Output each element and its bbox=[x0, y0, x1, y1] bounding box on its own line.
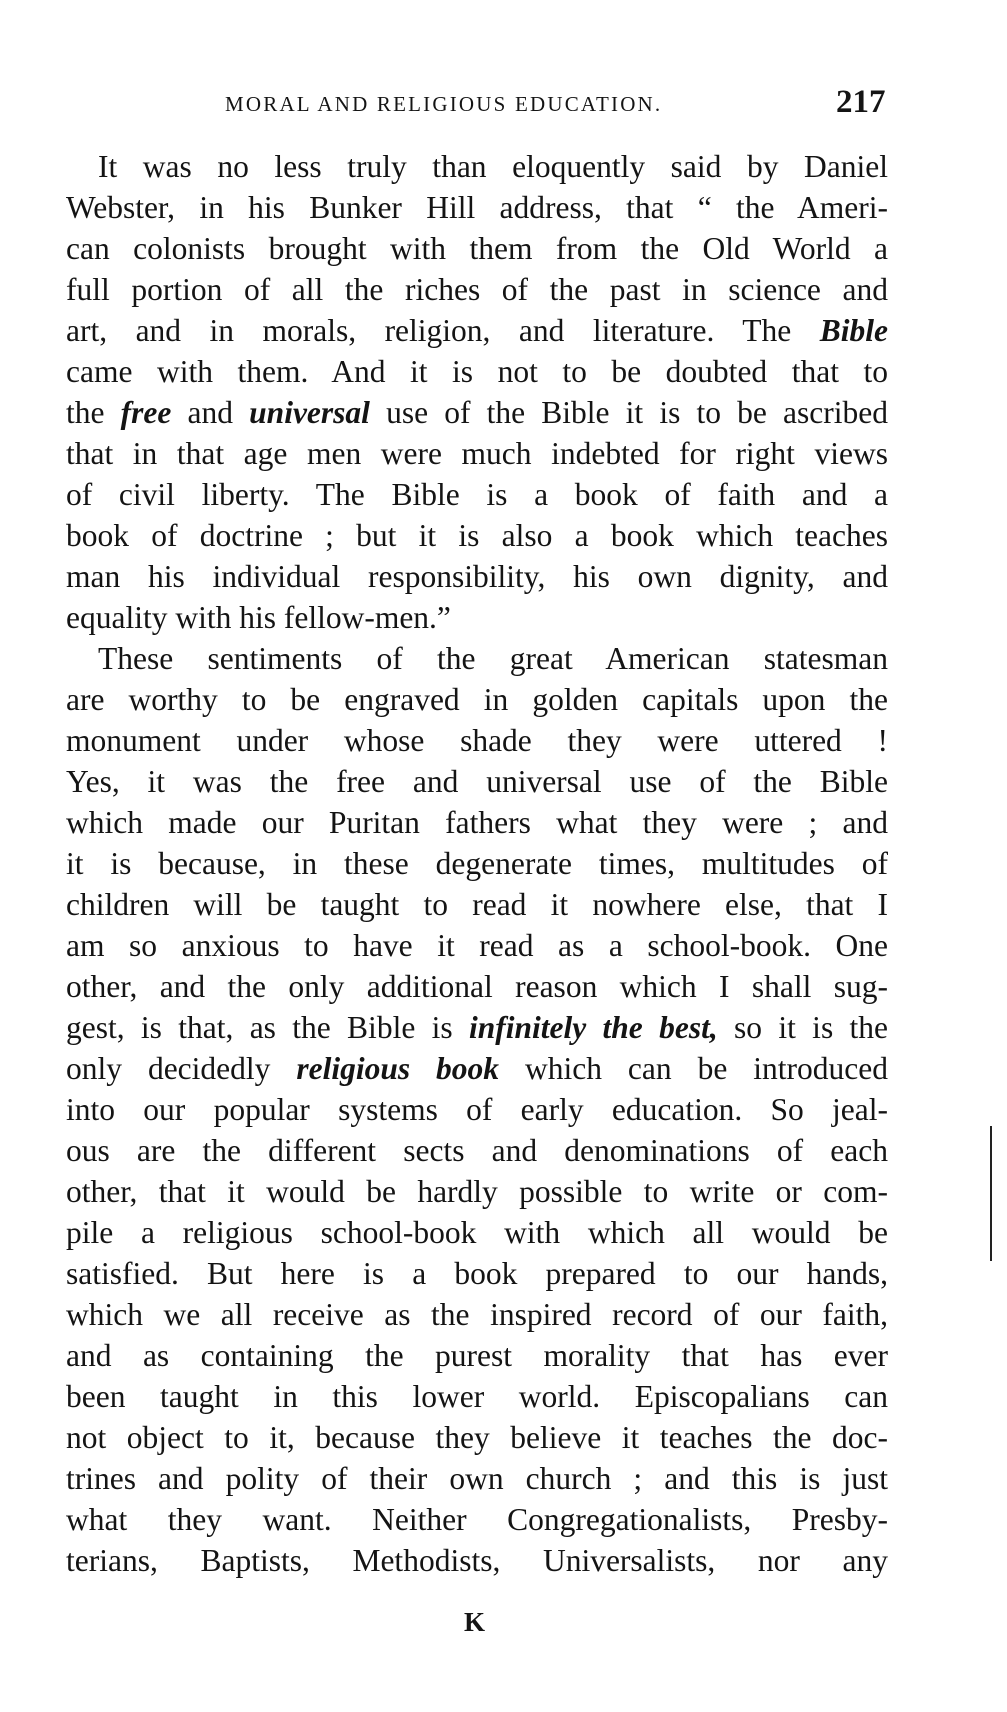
line-text: which made our Puritan fathers what they were ; and bbox=[66, 805, 888, 840]
text-line bbox=[66, 1212, 888, 1253]
text-line bbox=[66, 843, 888, 884]
line-text: satisfied. But here is a book prepared to our hands, bbox=[66, 1256, 888, 1291]
paragraph-1 bbox=[66, 146, 888, 638]
text-line bbox=[66, 1417, 888, 1458]
line-text: terians, Baptists, Methodists, Universalists, nor any bbox=[66, 1543, 888, 1578]
line-text: of civil liberty. The Bible is a book of faith and a bbox=[66, 477, 888, 512]
paragraph-2 bbox=[66, 638, 888, 1581]
line-text: It was no less truly than eloquently said by Daniel bbox=[98, 149, 888, 184]
text-line bbox=[66, 187, 888, 228]
text-line bbox=[66, 515, 888, 556]
text-line bbox=[66, 1089, 888, 1130]
line-text: ous are the different sects and denominations of each bbox=[66, 1133, 888, 1168]
text-line bbox=[66, 351, 888, 392]
text-line bbox=[66, 228, 888, 269]
line-text: the bbox=[66, 395, 121, 430]
line-text: that in that age men were much indebted for right views bbox=[66, 436, 888, 471]
text-line bbox=[66, 802, 888, 843]
text-line bbox=[66, 1376, 888, 1417]
line-text: which can be introduced bbox=[499, 1051, 888, 1086]
line-text: only decidedly bbox=[66, 1051, 297, 1086]
margin-mark bbox=[990, 1126, 992, 1261]
text-line bbox=[66, 720, 888, 761]
text-line bbox=[66, 1335, 888, 1376]
text-line bbox=[66, 679, 888, 720]
line-text: can colonists brought with them from the Old World a bbox=[66, 231, 888, 266]
line-text: pile a religious school-book with which all would be bbox=[66, 1215, 888, 1250]
text-line bbox=[66, 1499, 888, 1540]
line-text: are worthy to be engraved in golden capitals upon the bbox=[66, 682, 888, 717]
text-line bbox=[66, 433, 888, 474]
line-text: other, and the only additional reason which I shall sug- bbox=[66, 969, 888, 1004]
line-text: and bbox=[171, 395, 250, 430]
page-number: 217 bbox=[836, 84, 886, 120]
emphasis-text: universal bbox=[249, 395, 370, 430]
text-line bbox=[66, 269, 888, 310]
signature-mark: K bbox=[464, 1607, 486, 1637]
line-text: and as containing the purest morality that has ever bbox=[66, 1338, 888, 1373]
text-line bbox=[66, 1294, 888, 1335]
line-text: it is because, in these degenerate times, multitudes of bbox=[66, 846, 888, 881]
line-text: These sentiments of the great American statesman bbox=[98, 641, 888, 676]
running-title: MORAL AND RELIGIOUS EDUCATION. bbox=[225, 92, 663, 116]
line-text: equality with his fellow-men.” bbox=[66, 600, 451, 635]
line-text: am so anxious to have it read as a school-book. One bbox=[66, 928, 888, 963]
line-text: which we all receive as the inspired record of our faith, bbox=[66, 1297, 888, 1332]
text-line bbox=[66, 1171, 888, 1212]
text-line bbox=[66, 925, 888, 966]
line-text: book of doctrine ; but it is also a book which teaches bbox=[66, 518, 888, 553]
line-text: what they want. Neither Congregationalists, Presby- bbox=[66, 1502, 888, 1537]
line-text: Webster, in his Bunker Hill address, that “ the Ameri- bbox=[66, 190, 888, 225]
emphasis-text: infinitely the best, bbox=[468, 1010, 718, 1045]
text-line bbox=[66, 146, 888, 187]
line-text: use of the Bible it is to be ascribed bbox=[369, 395, 888, 430]
line-text: trines and polity of their own church ; and this is just bbox=[66, 1461, 888, 1496]
text-line bbox=[66, 884, 888, 925]
line-text: gest, is that, as the Bible is bbox=[66, 1010, 469, 1045]
emphasis-text: free bbox=[120, 395, 172, 430]
text-line bbox=[66, 392, 888, 433]
line-text: monument under whose shade they were uttered ! bbox=[66, 723, 888, 758]
text-line bbox=[66, 556, 888, 597]
text-line bbox=[66, 1048, 888, 1089]
line-text: been taught in this lower world. Episcopalians can bbox=[66, 1379, 888, 1414]
text-line bbox=[66, 761, 888, 802]
text-line bbox=[66, 474, 888, 515]
line-text: not object to it, because they believe it teaches the doc- bbox=[66, 1420, 888, 1455]
emphasis-text: Bible bbox=[819, 313, 888, 348]
text-line bbox=[66, 310, 888, 351]
line-text: into our popular systems of early education. So jeal- bbox=[66, 1092, 888, 1127]
line-text: so it is the bbox=[717, 1010, 888, 1045]
line-text: full portion of all the riches of the past in science and bbox=[66, 272, 888, 307]
line-text: man his individual responsibility, his own dignity, and bbox=[66, 559, 888, 594]
line-text: other, that it would be hardly possible to write or com- bbox=[66, 1174, 888, 1209]
body-text bbox=[66, 146, 888, 1581]
line-text: came with them. And it is not to be doubted that to bbox=[66, 354, 888, 389]
text-line bbox=[66, 1130, 888, 1171]
emphasis-text: religious book bbox=[296, 1051, 500, 1086]
text-line bbox=[66, 597, 888, 638]
text-line bbox=[66, 638, 888, 679]
text-line bbox=[66, 1540, 888, 1581]
text-line bbox=[66, 1458, 888, 1499]
text-line bbox=[66, 966, 888, 1007]
line-text: art, and in morals, religion, and literature. The bbox=[66, 313, 820, 348]
line-text: Yes, it was the free and universal use of the Bible bbox=[66, 764, 888, 799]
text-line bbox=[66, 1253, 888, 1294]
text-line bbox=[66, 1007, 888, 1048]
line-text: children will be taught to read it nowhere else, that I bbox=[66, 887, 888, 922]
